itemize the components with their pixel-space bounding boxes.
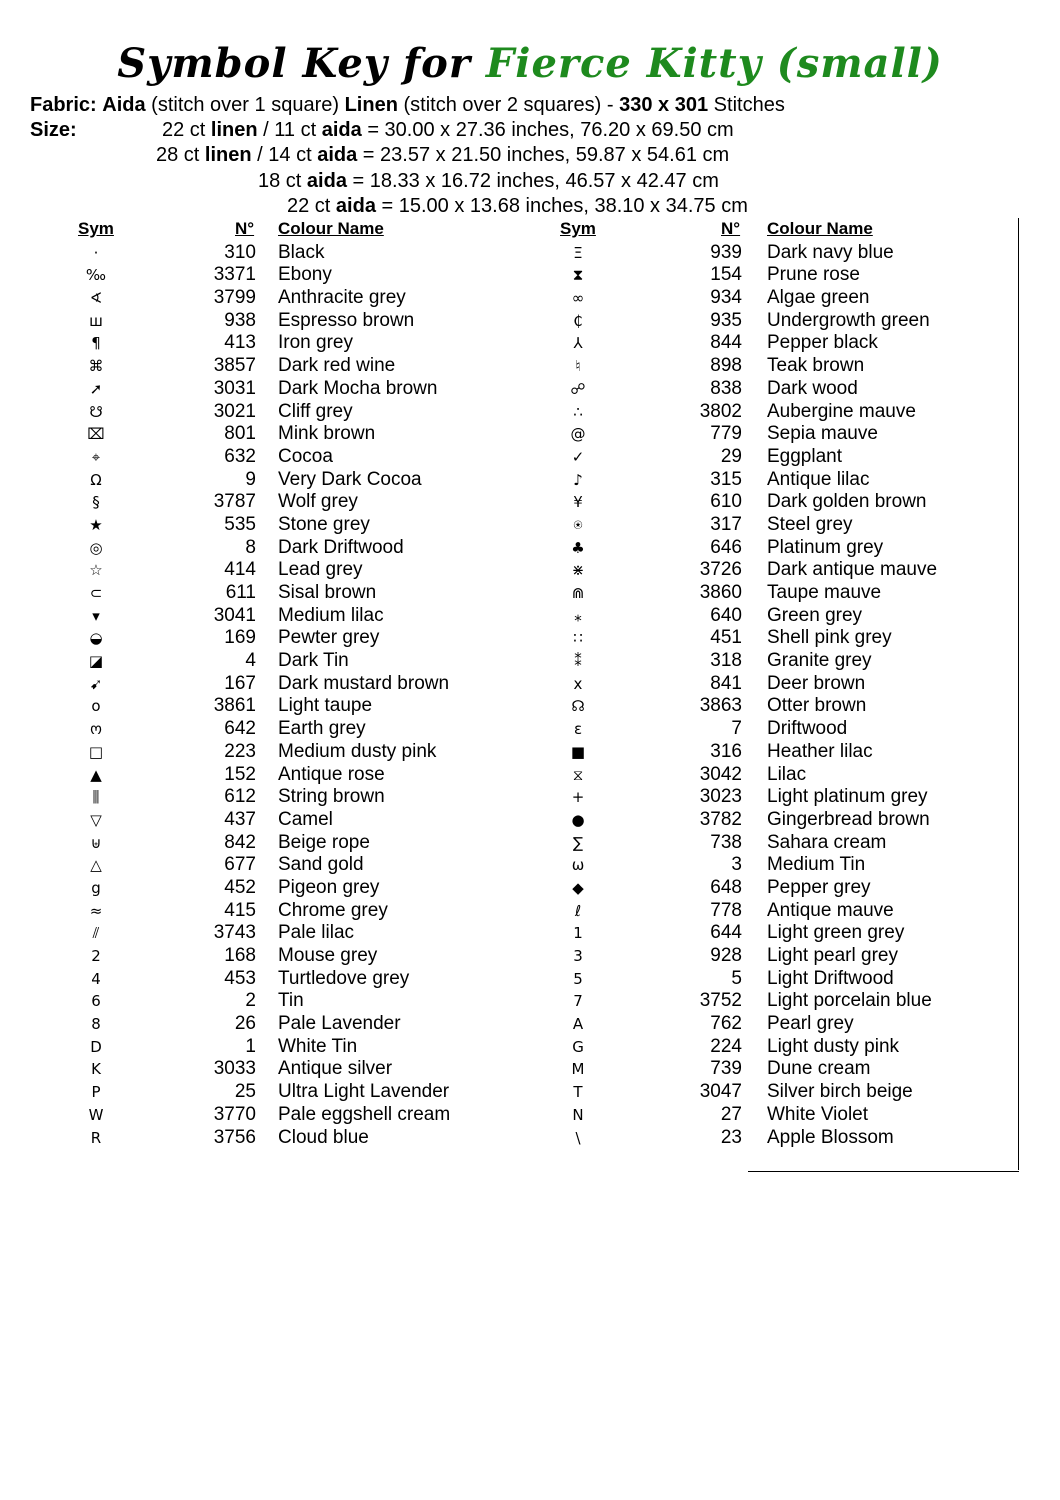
size-ct: 18 ct: [258, 170, 302, 192]
colour-name: Medium dusty pink: [278, 740, 437, 762]
dmc-number: 3: [731, 854, 742, 876]
colour-name: Eggplant: [767, 445, 843, 467]
dmc-number: 453: [224, 967, 256, 989]
colour-name: Dark Driftwood: [278, 536, 404, 558]
colour-name: Chrome grey: [278, 899, 388, 921]
symbol: ➚: [89, 379, 103, 398]
colour-name: Antique silver: [278, 1058, 393, 1080]
symbol: ◆: [572, 878, 584, 897]
dmc-number: 841: [710, 672, 742, 694]
colour-name: Pewter grey: [278, 627, 380, 649]
dmc-number: 3857: [213, 355, 256, 377]
size-aida: aida: [321, 119, 362, 141]
symbol: ⌧: [87, 425, 105, 444]
dmc-number: 3802: [699, 400, 742, 422]
symbol: Ξ: [573, 243, 583, 262]
colour-name: Tin: [278, 990, 304, 1012]
colour-name: Light taupe: [278, 695, 373, 717]
size-aida: aida: [317, 144, 358, 166]
symbol: ▲: [90, 765, 102, 784]
fabric-linen-note: (stitch over 2 squares) -: [403, 94, 614, 116]
symbol: ✓: [571, 447, 585, 466]
colour-name: Ebony: [278, 264, 332, 286]
dmc-number: 3860: [699, 582, 742, 603]
dmc-number: 3023: [699, 786, 742, 808]
symbol: ო: [90, 720, 102, 739]
symbol: D: [90, 1037, 102, 1056]
dmc-number: 842: [224, 831, 256, 853]
dmc-number: 779: [710, 423, 742, 445]
symbol: @: [570, 425, 586, 444]
symbol: 2: [91, 947, 101, 965]
colour-name: Light dusty pink: [767, 1035, 900, 1057]
colour-name: Anthracite grey: [278, 287, 406, 309]
symbol: ω: [571, 856, 585, 875]
colour-name: Pale Lavender: [278, 1013, 401, 1035]
symbol: x: [573, 674, 583, 693]
dmc-number: 316: [710, 740, 742, 762]
colour-name: Green grey: [767, 604, 863, 626]
dmc-number: 3752: [699, 990, 742, 1012]
symbol: o: [91, 697, 101, 716]
colour-name: Antique lilac: [767, 468, 870, 490]
dmc-number: 3031: [213, 377, 256, 399]
symbol: ⫽: [92, 924, 100, 943]
dmc-number: 2: [245, 990, 256, 1012]
symbol: ·: [93, 243, 99, 262]
size-linen: linen: [204, 144, 252, 166]
dmc-number: 632: [224, 445, 256, 467]
colour-name: Aubergine mauve: [767, 400, 916, 422]
symbol: T: [573, 1083, 583, 1102]
symbol: ⁎: [574, 606, 582, 625]
dmc-number: 3787: [213, 491, 256, 513]
dmc-number: 413: [224, 332, 256, 354]
fabric-line: [30, 94, 785, 117]
dmc-number: 644: [710, 922, 742, 944]
colour-name: Pale lilac: [278, 922, 355, 944]
symbol: ➹: [89, 674, 103, 693]
dmc-number: 844: [710, 332, 742, 354]
colour-name: White Tin: [278, 1035, 358, 1057]
colour-name: Algae green: [767, 287, 870, 309]
colour-name: Sand gold: [278, 854, 364, 876]
dmc-number: 3726: [699, 559, 742, 581]
symbol: ∞: [571, 289, 585, 308]
symbol: 1: [573, 924, 583, 943]
fabric-linen: Linen: [344, 94, 398, 116]
symbol: □: [88, 742, 104, 761]
dmc-number: 315: [710, 468, 742, 490]
size-line-1: [162, 119, 734, 142]
stitch-suffix: Stitches: [713, 94, 785, 116]
colour-name: Teak brown: [767, 355, 865, 377]
symbol: G: [572, 1037, 584, 1056]
colour-name: Pearl grey: [767, 1013, 854, 1035]
symbol: §: [92, 493, 100, 512]
colour-name: Cocoa: [278, 445, 333, 467]
dmc-number: 29: [720, 445, 742, 467]
colour-name: Dark wood: [767, 377, 858, 399]
dmc-number: 640: [710, 604, 742, 626]
dmc-number: 778: [710, 899, 742, 921]
symbol: Ω: [90, 470, 102, 489]
table-border-bottom: [748, 1171, 1019, 1172]
colour-name: Antique mauve: [767, 899, 894, 921]
symbol: 5: [573, 969, 583, 988]
symbol: ℓ: [574, 901, 582, 920]
dmc-number: 3770: [213, 1103, 256, 1125]
symbol: ⊂: [89, 584, 103, 602]
colour-name: Pigeon grey: [278, 876, 380, 898]
dmc-number: 167: [224, 672, 256, 694]
dmc-number: 610: [710, 491, 742, 513]
symbol: 4: [91, 969, 101, 988]
colour-name: Driftwood: [767, 718, 848, 740]
symbol: ⋇: [571, 561, 585, 580]
colour-name: Pepper black: [767, 332, 878, 354]
dmc-number: 3041: [213, 604, 256, 626]
colour-name: Medium lilac: [278, 604, 384, 626]
symbol: ♪: [573, 470, 583, 489]
dmc-number: 928: [710, 945, 742, 966]
colour-name: Earth grey: [278, 718, 366, 740]
dmc-number: 3033: [213, 1058, 256, 1080]
dmc-number: 801: [224, 423, 256, 445]
colour-name: Stone grey: [278, 513, 370, 535]
dmc-number: 939: [710, 241, 742, 263]
colour-name: Light pearl grey: [767, 945, 898, 966]
colour-name: Turtledove grey: [278, 967, 410, 989]
colour-name: Dark mustard brown: [278, 672, 450, 694]
dmc-number: 451: [710, 627, 742, 649]
size-dims: = 23.57 x 21.50 inches, 59.87 x 54.61 cm: [362, 144, 730, 166]
colour-name: Wolf grey: [278, 491, 358, 513]
symbol: △: [90, 856, 102, 875]
symbol: ◪: [88, 652, 104, 671]
symbol: ш: [89, 311, 103, 330]
dmc-number: 5: [731, 967, 742, 989]
num-header: N°: [235, 219, 255, 238]
name-header: Colour Name: [278, 219, 384, 238]
dmc-number: 437: [224, 808, 256, 830]
symbol: K: [91, 1060, 101, 1079]
size-ct: 28 ct: [156, 144, 200, 166]
size-linen: linen: [210, 119, 258, 141]
colour-name: Light green grey: [767, 922, 905, 944]
colour-name: Dark Tin: [278, 650, 349, 672]
colour-name: Mink brown: [278, 423, 376, 445]
dmc-number: 738: [710, 831, 742, 853]
dmc-number: 612: [224, 786, 256, 808]
colour-name: Camel: [278, 808, 333, 830]
dmc-number: 3756: [213, 1126, 256, 1148]
size-aida: aida: [335, 195, 376, 217]
title-prefix: Symbol Key for: [117, 40, 471, 87]
symbol: ★: [89, 515, 103, 534]
dmc-number: 415: [224, 899, 256, 921]
dmc-number: 3799: [213, 287, 256, 309]
colour-name: Granite grey: [767, 650, 872, 672]
symbol: ♣: [571, 538, 585, 557]
colour-name: Antique rose: [278, 763, 385, 785]
colour-name: Steel grey: [767, 513, 853, 535]
colour-name: Mouse grey: [278, 945, 378, 966]
size-dims: = 30.00 x 27.36 inches, 76.20 x 69.50 cm: [367, 119, 734, 141]
colour-name: Lilac: [767, 763, 807, 785]
symbol: ⧗: [572, 266, 584, 285]
symbol: M: [571, 1060, 585, 1079]
colour-name: Medium Tin: [767, 854, 866, 876]
symbol: ⋒: [571, 584, 585, 602]
dmc-number: 318: [710, 650, 742, 672]
size-ct: 22 ct: [287, 195, 331, 217]
symbol: ⌖: [91, 447, 101, 466]
colour-name: Espresso brown: [278, 309, 415, 331]
colour-name: Sahara cream: [767, 831, 887, 853]
size-aida: aida: [306, 170, 347, 192]
dmc-number: 677: [224, 854, 256, 876]
dmc-number: 762: [710, 1013, 742, 1035]
size-line-3: [258, 170, 719, 193]
symbol: ☍: [570, 379, 586, 398]
table-border-right: [1018, 218, 1019, 1170]
colour-name: Light Driftwood: [767, 967, 894, 989]
symbol: ▽: [90, 810, 102, 829]
dmc-number: 3042: [699, 763, 742, 785]
symbol: ◒: [89, 629, 103, 648]
symbol: ⅄: [573, 334, 583, 353]
dmc-number: 169: [224, 627, 256, 649]
dmc-number: 224: [710, 1035, 742, 1057]
dmc-number: 935: [710, 309, 742, 331]
symbol: ■: [570, 742, 586, 761]
symbol: ⍟: [573, 515, 583, 534]
dmc-number: 8: [245, 536, 256, 558]
size-sep: / 14 ct: [257, 144, 312, 166]
dmc-number: 223: [224, 740, 256, 762]
symbol: g: [91, 878, 101, 897]
stitch-count: 330 x 301: [619, 94, 709, 116]
fabric-label: Fabric:: [30, 94, 97, 116]
symbol: ∴: [573, 402, 583, 421]
symbol: ≈: [89, 901, 103, 920]
symbol: \: [575, 1128, 581, 1147]
dmc-number: 168: [224, 945, 256, 966]
colour-name: Taupe mauve: [767, 582, 882, 603]
colour-name: Iron grey: [278, 332, 353, 354]
dmc-number: 648: [710, 876, 742, 898]
dmc-number: 3743: [213, 922, 256, 944]
symbol: ♮: [575, 357, 581, 376]
colour-name: Sisal brown: [278, 582, 377, 603]
colour-name: Undergrowth green: [767, 309, 930, 331]
dmc-number: 414: [224, 559, 256, 581]
dmc-number: 3861: [213, 695, 256, 717]
colour-name: Dune cream: [767, 1058, 871, 1080]
colour-name: Platinum grey: [767, 536, 884, 558]
symbol: A: [572, 1015, 584, 1034]
dmc-number: 3863: [699, 695, 742, 717]
dmc-number: 25: [234, 1081, 256, 1103]
symbol: N: [572, 1105, 584, 1124]
colour-name: Black: [278, 241, 325, 263]
colour-name: Gingerbread brown: [767, 808, 930, 830]
symbol: 6: [91, 992, 101, 1011]
symbol: ⊎: [90, 833, 102, 852]
colour-name: Lead grey: [278, 559, 363, 581]
dmc-number: 23: [720, 1126, 742, 1148]
dmc-number: 452: [224, 876, 256, 898]
symbol: ☊: [571, 697, 585, 716]
colour-name: Pepper grey: [767, 876, 871, 898]
dmc-number: 934: [710, 287, 742, 309]
dmc-number: 27: [720, 1103, 742, 1125]
dmc-number: 152: [224, 763, 256, 785]
sym-header: Sym: [78, 219, 114, 238]
colour-name: Otter brown: [767, 695, 867, 717]
colour-name: Sepia mauve: [767, 423, 878, 445]
colour-name: White Violet: [767, 1103, 869, 1125]
fabric-aida-note: (stitch over 1 square): [151, 94, 340, 116]
fabric-aida: Aida: [102, 94, 146, 116]
symbol: P: [91, 1083, 101, 1102]
dmc-number: 1: [245, 1035, 256, 1057]
symbol: ¶: [91, 334, 101, 353]
dmc-number: 611: [225, 582, 256, 603]
dmc-number: 3021: [213, 400, 256, 422]
colour-name: Beige rope: [278, 831, 370, 853]
dmc-number: 3047: [699, 1081, 742, 1103]
symbol: ∢: [89, 289, 103, 308]
size-label: Size:: [30, 119, 77, 141]
symbol: ☆: [89, 561, 103, 580]
dmc-number: 3782: [699, 808, 742, 830]
colour-name: Dark Mocha brown: [278, 377, 438, 399]
colour-name: Apple Blossom: [767, 1126, 894, 1148]
dmc-number: 938: [224, 309, 256, 331]
dmc-number: 26: [234, 1013, 256, 1035]
colour-name: Light platinum grey: [767, 786, 928, 808]
colour-name: Dark golden brown: [767, 491, 927, 513]
symbol: 7: [573, 992, 583, 1011]
symbol: ⫼: [92, 788, 100, 807]
dmc-number: 535: [224, 513, 256, 535]
size-line-4: [287, 195, 748, 218]
dmc-number: 739: [710, 1058, 742, 1080]
dmc-number: 642: [224, 718, 256, 740]
symbol: ☋: [89, 402, 103, 421]
size-dims: = 18.33 x 16.72 inches, 46.57 x 42.47 cm: [352, 170, 719, 192]
size-label-line: [30, 119, 77, 142]
dmc-number: 646: [710, 536, 742, 558]
colour-name: Very Dark Cocoa: [278, 468, 422, 490]
size-dims: = 15.00 x 13.68 inches, 38.10 x 34.75 cm: [381, 195, 748, 217]
colour-name: Dark antique mauve: [767, 559, 938, 581]
colour-name: Dark navy blue: [767, 241, 894, 263]
symbol: R: [90, 1128, 102, 1147]
colour-name: Prune rose: [767, 264, 860, 286]
symbol: ⌘: [88, 357, 104, 376]
colour-name: Ultra Light Lavender: [278, 1081, 450, 1103]
colour-name: Shell pink grey: [767, 627, 892, 649]
dmc-number: 3371: [213, 264, 256, 286]
sym-header: Sym: [560, 219, 596, 238]
symbol: ◎: [89, 538, 103, 557]
colour-name: String brown: [278, 786, 385, 808]
colour-name: Pale eggshell cream: [278, 1103, 451, 1125]
size-line-2: [156, 144, 729, 167]
size-sep: / 11 ct: [263, 119, 317, 141]
colour-name: Cliff grey: [278, 400, 353, 422]
dmc-number: 4: [245, 650, 256, 672]
symbol: ε: [573, 720, 583, 739]
design-name: Fierce Kitty (small): [485, 40, 943, 87]
symbol: 3: [573, 947, 583, 965]
dmc-number: 898: [710, 355, 742, 377]
symbol: W: [88, 1105, 104, 1124]
symbol: +: [571, 788, 585, 807]
dmc-number: 9: [245, 468, 256, 490]
symbol: ⧖: [572, 765, 584, 784]
dmc-number: 154: [710, 264, 742, 286]
name-header: Colour Name: [767, 219, 873, 238]
symbol: ●: [571, 810, 585, 829]
num-header: N°: [721, 219, 741, 238]
dmc-number: 7: [731, 718, 742, 740]
symbol: ∑: [572, 833, 584, 852]
colour-name: Cloud blue: [278, 1126, 369, 1148]
dmc-number: 317: [710, 513, 742, 535]
colour-name: Heather lilac: [767, 740, 873, 762]
symbol: 8: [91, 1015, 101, 1034]
symbol: ∷: [573, 629, 583, 648]
dmc-number: 838: [710, 377, 742, 399]
colour-name: Deer brown: [767, 672, 866, 694]
colour-name: Dark red wine: [278, 355, 396, 377]
symbol: ⁑: [574, 652, 582, 671]
symbol: ¥: [573, 493, 583, 512]
symbol: ▾: [92, 606, 100, 625]
page-title: [0, 40, 1060, 87]
colour-name: Light porcelain blue: [767, 990, 932, 1012]
symbol: ‰: [85, 266, 107, 285]
dmc-number: 310: [224, 241, 256, 263]
colour-name: Silver birch beige: [767, 1081, 913, 1103]
symbol: ₵: [573, 311, 583, 330]
size-ct: 22 ct: [162, 119, 206, 141]
